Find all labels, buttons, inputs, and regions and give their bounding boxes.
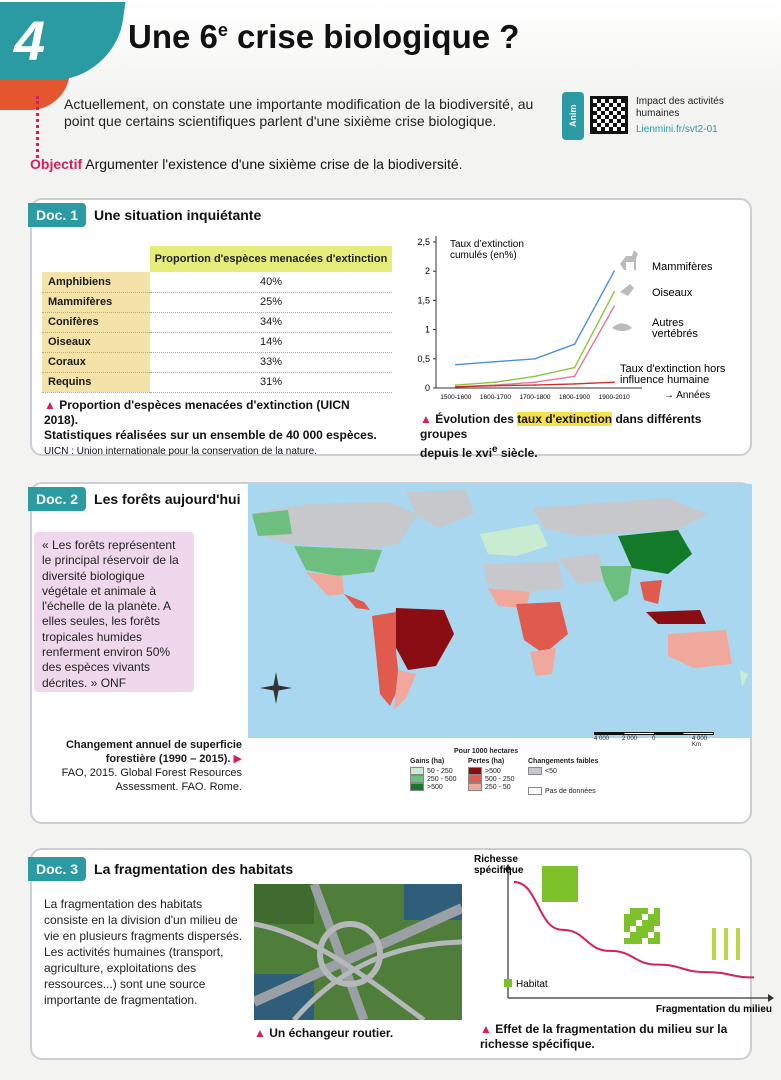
extinction-rate-chart [406, 230, 746, 410]
data-point [574, 376, 576, 378]
species-cell: Conifères [42, 312, 150, 332]
habitat-cell [636, 908, 642, 914]
anim-link[interactable]: Lienmini.fr/svt2-01 [636, 124, 718, 135]
value-cell: 31% [150, 372, 392, 392]
x-axis-label: Fragmentation du milieu [655, 1004, 772, 1015]
habitat-cell [724, 948, 728, 952]
objective-text: Argumenter l'existence d'une sixième crise de la biodiversité. [85, 156, 463, 172]
legend-label: Habitat [516, 979, 548, 990]
data-point [613, 270, 615, 272]
data-point [613, 381, 615, 383]
x-tick-label: 1700-1800 [519, 394, 551, 401]
data-point [574, 383, 576, 385]
forest-quote: « Les forêts représentent le principal réservoir de la diversité biologique végétale et animale à l'échelle de la planète. A elles seules, les forêts tropicales humides renferment environ 50% des espèces vivants décrites. » ONF [34, 532, 194, 692]
series-label: Mammifères [652, 261, 713, 273]
doc2-title: Les forêts aujourd'hui [94, 491, 241, 507]
y-tick-label: 0,5 [417, 353, 430, 364]
map-caption: Changement annuel de superficie forestière (1990 – 2015). ▶ FAO, 2015. Global Forest Resources Assessment. FAO. Rome. [61, 739, 242, 793]
table-row [42, 292, 392, 312]
legend-item: >500 [468, 767, 515, 775]
data-point [455, 364, 457, 366]
table-row [42, 312, 392, 332]
intro-text: Actuellement, on constate une importante modification de la biodiversité, au point que certains scientifiques parlent d'une sixième crise biologique. [64, 96, 534, 129]
habitat-cell [736, 956, 740, 960]
page-title: Une 6e crise biologique ? [128, 18, 520, 55]
vertebrate-icon [612, 324, 632, 332]
fragmentation-chart [474, 852, 774, 1022]
anim-text: Impact des activités humaines [636, 96, 724, 119]
doc2-header [28, 486, 240, 512]
table-row [42, 372, 392, 392]
series-line-1 [456, 271, 614, 364]
data-point [495, 385, 497, 387]
habitat-cell [648, 938, 654, 944]
habitat-cell [712, 948, 716, 952]
habitat-cell [624, 938, 630, 944]
habitat-square-medium [624, 908, 660, 944]
anim-block[interactable] [562, 92, 762, 142]
scale-label: 0 [652, 736, 656, 742]
habitat-cell [624, 926, 630, 932]
habitat-cell [636, 926, 642, 932]
legend-title: Pour 1000 hectares [454, 748, 519, 755]
map-scale [594, 732, 714, 748]
habitat-cell [712, 932, 716, 936]
legend-swatch [504, 979, 512, 987]
y-tick-label: 1,5 [417, 295, 430, 306]
habitat-cell [654, 914, 660, 920]
series-label: Taux d'extinction hors [620, 363, 726, 375]
y-axis-label: cumulés (en%) [450, 250, 517, 261]
habitat-cell [654, 932, 660, 938]
table-row [42, 352, 392, 372]
species-cell: Requins [42, 372, 150, 392]
qr-code-icon[interactable] [590, 96, 628, 134]
photo-caption: ▲ Un échangeur routier. [254, 1026, 394, 1040]
doc3-title: La fragmentation des habitats [94, 861, 294, 877]
habitat-cell [642, 908, 648, 914]
objective-label: Objectif [30, 156, 83, 172]
habitat-cell [724, 932, 728, 936]
y-axis-label: Richesse [474, 854, 518, 865]
series-label: vertébrés [652, 328, 698, 340]
y-tick-label: 2 [424, 266, 430, 277]
threatened-species-table [42, 246, 392, 393]
habitat-cell [630, 920, 636, 926]
doc2-tag: Doc. 2 [28, 487, 86, 511]
habitat-cell [630, 938, 636, 944]
legend-item: Pas de données [528, 787, 598, 795]
habitat-cell [648, 920, 654, 926]
legend-item: 250 - 500 [410, 775, 457, 783]
y-tick-label: 2,5 [417, 237, 430, 247]
doc3-header [28, 856, 293, 882]
habitat-cell [712, 936, 716, 940]
habitat-cell [654, 920, 660, 926]
habitat-cell [724, 956, 728, 960]
value-cell: 33% [150, 352, 392, 372]
habitat-cell [630, 914, 636, 920]
data-point [534, 384, 536, 386]
legend-item: >500 [410, 783, 457, 791]
habitat-cell [654, 908, 660, 914]
habitat-cell [642, 932, 648, 938]
habitat-cell [624, 914, 630, 920]
habitat-cell [624, 920, 630, 926]
world-forest-map [248, 484, 752, 738]
map-alaska [252, 510, 292, 536]
legend-gains-title: Gains (ha) [410, 758, 445, 765]
habitat-cell [724, 936, 728, 940]
habitat-cell [712, 952, 716, 956]
y-tick-label: 1 [424, 324, 430, 335]
habitat-cell [724, 940, 728, 944]
habitat-cell [636, 914, 642, 920]
objective [30, 156, 463, 172]
doc1-tag: Doc. 1 [28, 203, 86, 227]
doc3-tag: Doc. 3 [28, 857, 86, 881]
data-point [495, 361, 497, 363]
habitat-cell [724, 952, 728, 956]
table-row [42, 272, 392, 292]
habitat-cell [736, 948, 740, 952]
habitat-cell [642, 920, 648, 926]
scale-label: 2 000 [622, 736, 638, 742]
series-line-3 [456, 306, 614, 387]
species-cell: Amphibiens [42, 272, 150, 292]
doc1-table-caption: ▲ Proportion d'espèces menacées d'extinction (UICN 2018). Statistiques réalisées sur un ensemble de 40 000 espèces. UICN : Union internationale pour la conservation de la nature. [44, 398, 377, 457]
x-tick-label: 1600-1700 [479, 394, 511, 401]
x-tick-label: 1500-1600 [440, 394, 472, 401]
series-line-2 [456, 292, 614, 385]
habitat-cell [736, 936, 740, 940]
scale-label: 4 000 [594, 736, 610, 742]
data-point [574, 367, 576, 369]
habitat-cell [712, 928, 716, 932]
legend-item: 500 - 250 [468, 775, 515, 783]
x-tick-label: 1900-2010 [598, 394, 630, 401]
habitat-cell [724, 928, 728, 932]
habitat-square-large [542, 866, 578, 902]
habitat-cell [736, 952, 740, 956]
habitat-cell [736, 928, 740, 932]
legend-pertes-title: Pertes (ha) [468, 758, 505, 765]
y-axis-label: spécifique [474, 865, 524, 876]
chapter-number: 4 [14, 9, 46, 72]
value-cell: 40% [150, 272, 392, 292]
species-cell: Oiseaux [42, 332, 150, 352]
habitat-cell [648, 914, 654, 920]
data-point [455, 386, 457, 388]
data-point [534, 358, 536, 360]
bird-icon [620, 284, 634, 296]
data-point [613, 291, 615, 293]
data-point [534, 381, 536, 383]
habitat-cell [724, 944, 728, 948]
species-cell: Mammifères [42, 292, 150, 312]
anim-tag: Anim [562, 92, 584, 140]
decorative-dots [36, 96, 39, 158]
data-point [495, 381, 497, 383]
value-cell: 25% [150, 292, 392, 312]
series-label: Autres [652, 317, 684, 329]
habitat-cell [642, 926, 648, 932]
frag-chart-caption: ▲ Effet de la fragmentation du milieu sur la richesse spécifique. [480, 1022, 728, 1051]
habitat-cell [636, 938, 642, 944]
legend-item: 250 - 50 [468, 783, 515, 791]
habitat-cell [636, 932, 642, 938]
highway-interchange-photo [254, 884, 462, 1020]
habitat-cell [736, 944, 740, 948]
habitat-cell [712, 956, 716, 960]
y-tick-label: 0 [424, 383, 430, 393]
value-cell: 14% [150, 332, 392, 352]
data-point [534, 376, 536, 378]
series-label: Oiseaux [652, 287, 693, 299]
fragmentation-text: La fragmentation des habitats consiste en la division d'un milieu de vie en plusieurs fragments dispersés. Les activités humaines (transport, agriculture, exploitations des ressources...) sont une source importante de fragmentation. [44, 897, 243, 1007]
y-axis-label: Taux d’extinction [450, 239, 524, 250]
series-label: influence humaine [620, 374, 710, 386]
habitat-square-small [712, 928, 740, 960]
doc1-chart-caption: ▲ Évolution des taux d'extinction dans différents groupes depuis le xvi$^e$ siècle. [420, 412, 702, 460]
arrow-right-icon [768, 994, 774, 1002]
scale-label: 4 000 Km [692, 736, 708, 748]
table-header: Proportion d'espèces menacées d'extinction [150, 246, 392, 272]
habitat-cell [630, 908, 636, 914]
mammal-icon [620, 250, 638, 270]
legend-faibles-title: Changements faibles [528, 758, 599, 765]
habitat-cell [712, 940, 716, 944]
data-point [613, 305, 615, 307]
legend-item: 50 - 250 [410, 767, 457, 775]
habitat-cell [736, 940, 740, 944]
x-tick-label: 1800-1900 [559, 394, 591, 401]
x-axis-label: → Années [664, 390, 711, 401]
doc1-header [28, 202, 261, 228]
value-cell: 34% [150, 312, 392, 332]
habitat-cell [654, 938, 660, 944]
habitat-cell [736, 932, 740, 936]
map-legend [400, 748, 700, 810]
doc1-title: Une situation inquiétante [94, 207, 262, 223]
legend-item: <50 [528, 767, 598, 775]
habitat-cell [648, 926, 654, 932]
table-row [42, 332, 392, 352]
species-cell: Coraux [42, 352, 150, 372]
data-point [574, 343, 576, 345]
data-point [455, 384, 457, 386]
habitat-cell [630, 932, 636, 938]
habitat-cell [712, 944, 716, 948]
